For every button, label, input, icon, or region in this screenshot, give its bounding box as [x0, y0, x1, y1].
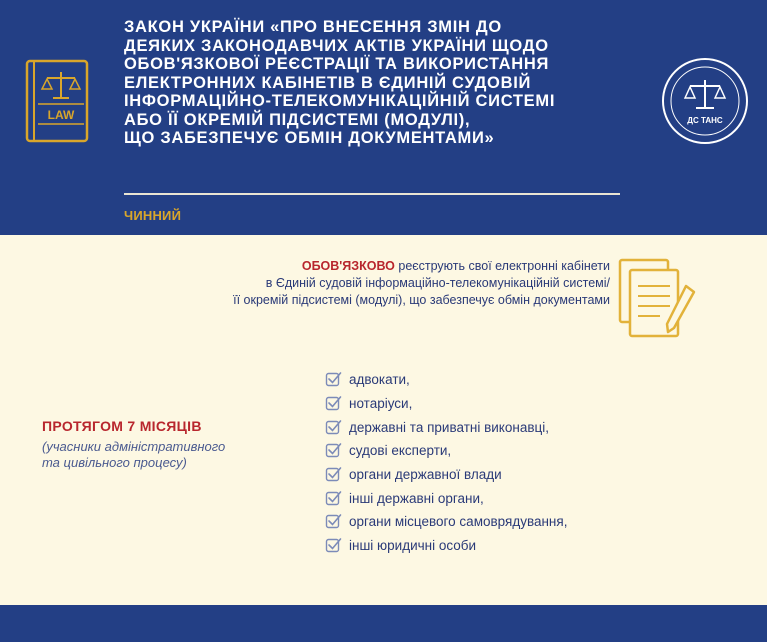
registration-line3: її окремій підсистемі (модулі), що забезпечує обмін документами — [233, 293, 610, 307]
list-item-label: судові експерти, — [349, 443, 452, 459]
checkbox-checked-icon — [325, 395, 342, 412]
registration-line2: в Єдиній судовій інформаційно-телекомунікаційній системі/ — [265, 276, 610, 290]
registration-strong: ОБОВ'ЯЗКОВО — [301, 259, 395, 273]
law-title: ЗАКОН УКРАЇНИ «ПРО ВНЕСЕННЯ ЗМІН ДО ДЕЯКИХ ЗАКОНОДАВЧИХ АКТІВ УКРАЇНИ ЩОДО ОБОВ'ЯЗКОВОЇ РЕЄСТРАЦІЇ ТА ВИКОРИСТАННЯ ЕЛЕКТРОННИХ КАБІНЕТІВ В ЄДИНІЙ СУДОВІЙ ІНФОРМАЦІЙНО-ТЕЛЕКОМУНІКАЦІЙНІЙ СИСТЕМІ АБО ЇЇ ОКРЕМІЙ ПІДСИСТЕМІ (МОДУЛІ), ЩО ЗАБЕЗПЕЧУЄ ОБМІН ДОКУМЕНТАМИ» — [124, 18, 556, 147]
list-item-label: державні та приватні виконавці, — [349, 419, 549, 435]
header-banner — [0, 0, 767, 235]
list-item — [325, 439, 567, 463]
registrants-list — [325, 368, 567, 558]
list-item-label: органи державної влади — [349, 467, 502, 483]
status-label: ЧИННИЙ — [124, 208, 182, 223]
checkbox-checked-icon — [325, 442, 342, 459]
law-icon-label: LAW — [47, 108, 75, 122]
deadline-title: ПРОТЯГОМ 7 МІСЯЦІВ — [42, 418, 202, 434]
checkbox-checked-icon — [325, 419, 342, 436]
checkbox-checked-icon — [325, 537, 342, 554]
list-item — [325, 486, 567, 510]
list-item-label: органи місцевого самоврядування, — [349, 514, 568, 530]
checkbox-checked-icon — [325, 513, 342, 530]
checkbox-checked-icon — [325, 466, 342, 483]
registration-statement — [90, 258, 610, 309]
participants-note: (учасники адміністративного та цивільного процесу) — [42, 439, 226, 470]
list-item-label: інші державні органи, — [349, 490, 484, 506]
list-item-label: нотаріуси, — [349, 396, 413, 412]
documents-pen-icon — [618, 258, 700, 342]
checkbox-checked-icon — [325, 371, 342, 388]
title-divider — [124, 193, 620, 195]
footer-bar — [0, 605, 767, 642]
list-item — [325, 415, 567, 439]
list-item — [325, 534, 567, 558]
list-item-label: адвокати, — [349, 372, 410, 388]
list-item — [325, 392, 567, 416]
list-item-label: інші юридичні особи — [349, 538, 477, 554]
list-item — [325, 510, 567, 534]
seal-label: ДС ТАНС — [687, 116, 723, 125]
list-item — [325, 368, 567, 392]
checkbox-checked-icon — [325, 490, 342, 507]
list-item — [325, 463, 567, 487]
court-seal-icon — [660, 56, 750, 146]
law-book-icon — [22, 58, 92, 144]
registration-line1: реєструють свої електронні кабінети — [394, 259, 610, 273]
